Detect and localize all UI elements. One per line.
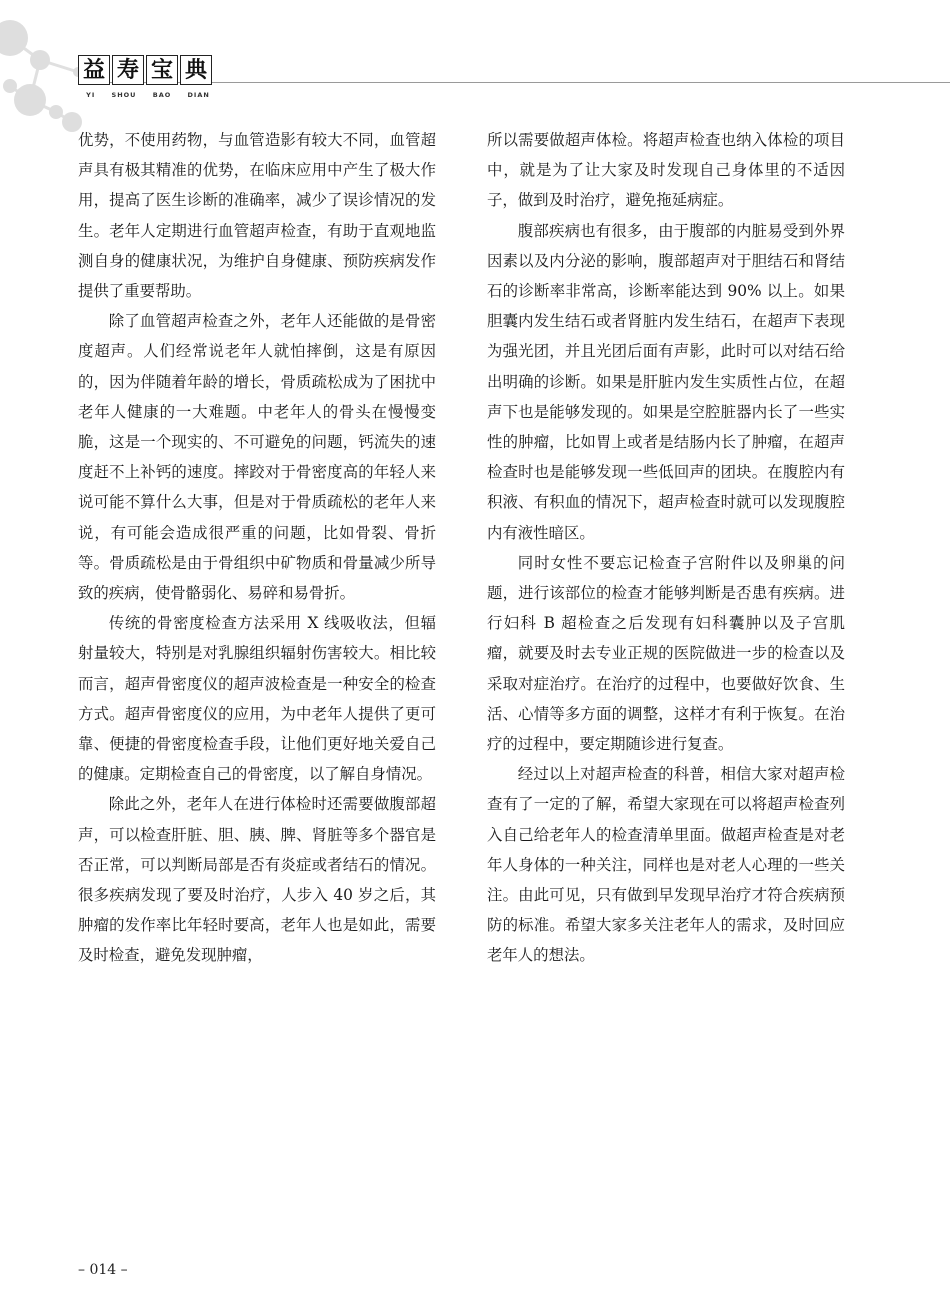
logo-char-4: 典 — [180, 55, 212, 85]
pinyin-2: SHOU — [111, 91, 137, 99]
paragraph: 除此之外，老年人在进行体检时还需要做腹部超声，可以检查肝脏、胆、胰、脾、肾脏等多个器官是否正常，可以判断局部是否有炎症或者结石的情况。很多疾病发现了要及时治疗，人步入 40 岁之后，其肿瘤的发作率比年轻时要高，老年人也是如此，需要及时检查，避免发现肿瘤， — [78, 795, 436, 965]
logo-pinyin — [78, 91, 218, 99]
pinyin-3: BAO — [152, 91, 172, 99]
logo-char-3: 宝 — [146, 55, 178, 85]
paragraph: 腹部疾病也有很多，由于腹部的内脏易受到外界因素以及内分泌的影响，腹部超声对于胆结石和肾结石的诊断率非常高，诊断率能达到 90% 以上。如果胆囊内发生结石或者肾脏内发生结石，在超声下表现为强光团，并且光团后面有声影，此时可以对结石给出明确的诊断。如果是肝脏内发生实质性占位，在超声下也是能够发现的。如果是空腔脏器内长了一些实性的肿瘤，比如胃上或者是结肠内长了肿瘤，在超声检查时也是能够发现一些低回声的团块。在腹腔内有积液、有积血的情况下，超声检查时就可以发现腹腔内有液性暗区。 — [487, 221, 845, 542]
paragraph: 经过以上对超声检查的科普，相信大家对超声检查有了一定的了解，希望大家现在可以将超声检查列入自己给老年人的检查清单里面。做超声检查是对老年人身体的一种关注，同样也是对老人心理的一些关注。由此可见，只有做到早发现早治疗才符合疾病预防的标准。希望大家多关注老年人的需求，及时回应老年人的想法。 — [487, 765, 845, 965]
paragraph: 优势，不使用药物，与血管造影有较大不同，血管超声具有极其精准的优势，在临床应用中产生了极大作用，提高了医生诊断的准确率，减少了误诊情况的发生。老年人定期进行血管超声检查，有助于直观地监测自身的健康状况，为维护自身健康、预防疾病发作提供了重要帮助。 — [78, 131, 436, 301]
paragraph: 所以需要做超声体检。将超声检查也纳入体检的项目中，就是为了让大家及时发现自己身体里的不适因子，做到及时治疗，避免拖延病症。 — [487, 131, 845, 210]
pinyin-1: YI — [86, 91, 96, 99]
left-column — [78, 125, 436, 971]
paragraph: 传统的骨密度检查方法采用 X 线吸收法，但辐射量较大，特别是对乳腺组织辐射伤害较大。相比较而言，超声骨密度仪的超声波检查是一种安全的检查方式。超声骨密度仪的应用，为中老年人提供了更可靠、便捷的骨密度检查手段，让他们更好地关爱自己的健康。定期检查自己的骨密度，以了解自身情况。 — [78, 614, 436, 784]
logo-char-1: 益 — [78, 55, 110, 85]
magazine-logo — [78, 55, 212, 85]
paragraph: 同时女性不要忘记检查子宫附件以及卵巢的问题，进行该部位的检查才能够判断是否患有疾病。进行妇科 B 超检查之后发现有妇科囊肿以及子宫肌瘤，就要及时去专业正规的医院做进一步的检查以及采取对症治疗。在治疗的过程中，也要做好饮食、生活、心情等多方面的调整，这样才有利于恢复。在治疗的过程中，要定期随诊进行复查。 — [487, 553, 845, 754]
paragraph: 除了血管超声检查之外，老年人还能做的是骨密度超声。人们经常说老年人就怕摔倒，这是有原因的，因为伴随着年龄的增长，骨质疏松成为了困扰中老年人健康的一大难题。中老年人的骨头在慢慢变脆，这是一个现实的、不可避免的问题，钙流失的速度赶不上补钙的速度。摔跤对于骨密度高的年轻人来说可能不算什么大事，但是对于骨质疏松的老年人来说，有可能会造成很严重的问题，比如骨裂、骨折等。骨质疏松是由于骨组织中矿物质和骨量减少所导致的疾病，使骨骼弱化、易碎和易骨折。 — [78, 312, 436, 603]
right-column — [487, 125, 845, 971]
logo-char-2: 寿 — [112, 55, 144, 85]
page-number: – 014 – — [78, 1262, 128, 1278]
pinyin-4: DIAN — [187, 91, 210, 99]
